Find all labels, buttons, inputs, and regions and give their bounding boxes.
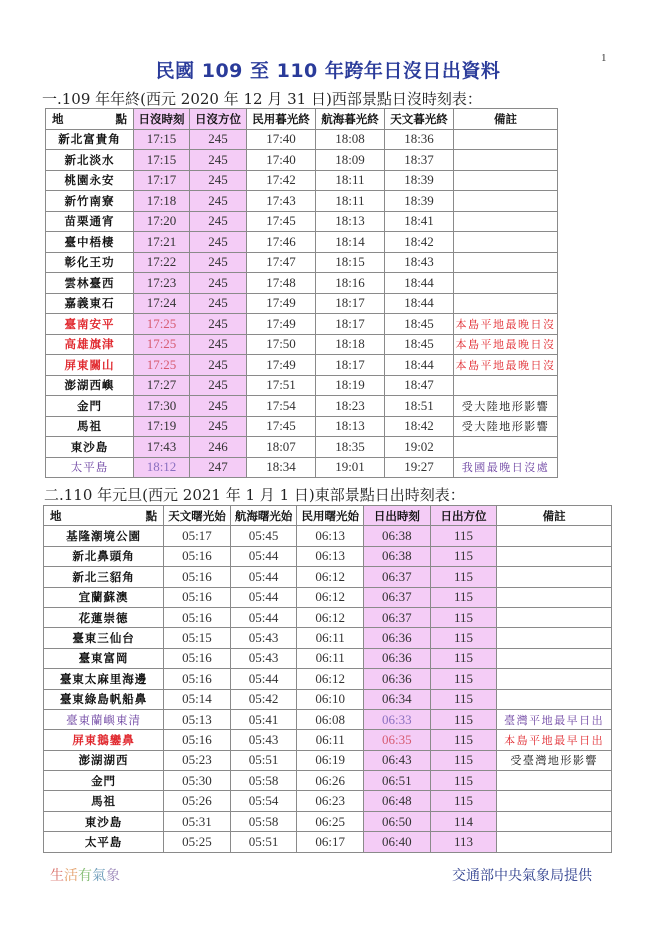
- note-cell: 受大陸地形影響: [454, 416, 558, 437]
- nautical-dawn-cell: 05:44: [230, 587, 297, 607]
- location-cell: 澎湖西嶼: [46, 375, 134, 396]
- page-title: 民國 109 至 110 年跨年日沒日出資料: [155, 60, 501, 82]
- sunrise-time-cell: 06:33: [364, 709, 431, 729]
- note-cell: 本島平地最晚日沒: [454, 334, 558, 355]
- astro-dusk-cell: 18:45: [385, 314, 454, 335]
- sunset-time-cell: 17:17: [134, 170, 190, 191]
- civil-dusk-cell: 17:54: [247, 396, 316, 417]
- nautical-dusk-cell: 18:09: [316, 150, 385, 171]
- brand-char: 活: [64, 868, 78, 884]
- civil-dusk-cell: 17:47: [247, 252, 316, 273]
- credit-text: 交通部中央氣象局提供: [452, 868, 592, 884]
- astro-dawn-cell: 05:16: [164, 567, 231, 587]
- sunset-azimuth-cell: 245: [190, 416, 247, 437]
- astro-dawn-cell: 05:16: [164, 587, 231, 607]
- note-cell: [497, 607, 612, 627]
- sunset-azimuth-cell: 245: [190, 170, 247, 191]
- header-sunset-azimuth: 日沒方位: [190, 109, 247, 130]
- location-cell: 宜蘭蘇澳: [44, 587, 164, 607]
- nautical-dusk-cell: 18:11: [316, 170, 385, 191]
- nautical-dawn-cell: 05:43: [230, 628, 297, 648]
- sunrise-time-cell: 06:38: [364, 546, 431, 566]
- header-astro-dawn: 天文曙光始: [164, 506, 231, 526]
- astro-dawn-cell: 05:13: [164, 709, 231, 729]
- note-cell: [454, 252, 558, 273]
- sunrise-time-cell: 06:48: [364, 791, 431, 811]
- location-cell: 東沙島: [44, 811, 164, 831]
- astro-dawn-cell: 05:23: [164, 750, 231, 770]
- nautical-dusk-cell: 18:17: [316, 314, 385, 335]
- table-header-row: [44, 506, 612, 526]
- civil-dawn-cell: 06:11: [297, 648, 364, 668]
- location-cell: 澎湖湖西: [44, 750, 164, 770]
- sunset-azimuth-cell: 245: [190, 191, 247, 212]
- sunset-time-cell: 17:27: [134, 375, 190, 396]
- sunrise-azimuth-cell: 115: [430, 750, 497, 770]
- civil-dawn-cell: 06:12: [297, 587, 364, 607]
- nautical-dawn-cell: 05:43: [230, 730, 297, 750]
- header-location: 地 點: [46, 109, 134, 130]
- astro-dusk-cell: 18:43: [385, 252, 454, 273]
- astro-dawn-cell: 05:30: [164, 771, 231, 791]
- civil-dusk-cell: 17:45: [247, 416, 316, 437]
- location-cell: 苗栗通宵: [46, 211, 134, 232]
- civil-dawn-cell: 06:23: [297, 791, 364, 811]
- note-cell: 臺灣平地最早日出: [497, 709, 612, 729]
- table-row: [44, 832, 612, 852]
- nautical-dawn-cell: 05:58: [230, 811, 297, 831]
- location-cell: 彰化王功: [46, 252, 134, 273]
- note-cell: [454, 293, 558, 314]
- location-cell: 臺南安平: [46, 314, 134, 335]
- sunrise-azimuth-cell: 115: [430, 526, 497, 546]
- header-nautical-dawn: 航海曙光始: [230, 506, 297, 526]
- civil-dawn-cell: 06:13: [297, 546, 364, 566]
- note-cell: [497, 546, 612, 566]
- sunset-azimuth-cell: 246: [190, 437, 247, 458]
- table-row: [44, 811, 612, 831]
- astro-dawn-cell: 05:16: [164, 607, 231, 627]
- sunrise-azimuth-cell: 115: [430, 567, 497, 587]
- table-row: [44, 791, 612, 811]
- note-cell: [454, 170, 558, 191]
- note-cell: 我國最晚日沒處: [454, 457, 558, 478]
- sunrise-time-cell: 06:34: [364, 689, 431, 709]
- note-cell: 本島平地最晚日沒: [454, 314, 558, 335]
- nautical-dusk-cell: 18:17: [316, 293, 385, 314]
- nautical-dawn-cell: 05:54: [230, 791, 297, 811]
- sunrise-azimuth-cell: 115: [430, 669, 497, 689]
- location-cell: 臺中梧棲: [46, 232, 134, 253]
- sunset-azimuth-cell: 245: [190, 129, 247, 150]
- astro-dusk-cell: 19:02: [385, 437, 454, 458]
- civil-dusk-cell: 17:42: [247, 170, 316, 191]
- location-cell: 花蓮崇德: [44, 607, 164, 627]
- nautical-dawn-cell: 05:43: [230, 648, 297, 668]
- table-row: [44, 628, 612, 648]
- astro-dusk-cell: 18:37: [385, 150, 454, 171]
- civil-dusk-cell: 17:51: [247, 375, 316, 396]
- civil-dawn-cell: 06:10: [297, 689, 364, 709]
- table-row: [44, 567, 612, 587]
- location-cell: 太平島: [44, 832, 164, 852]
- nautical-dusk-cell: 18:15: [316, 252, 385, 273]
- sunrise-time-cell: 06:35: [364, 730, 431, 750]
- table-row: [44, 648, 612, 668]
- astro-dawn-cell: 05:26: [164, 791, 231, 811]
- brand-char: 象: [106, 868, 120, 884]
- astro-dawn-cell: 05:31: [164, 811, 231, 831]
- nautical-dusk-cell: 19:01: [316, 457, 385, 478]
- table-row: [46, 396, 558, 417]
- table-row: [46, 416, 558, 437]
- location-cell: 嘉義東石: [46, 293, 134, 314]
- header-note: 備註: [497, 506, 612, 526]
- location-cell: 新北淡水: [46, 150, 134, 171]
- civil-dawn-cell: 06:11: [297, 730, 364, 750]
- nautical-dawn-cell: 05:45: [230, 526, 297, 546]
- location-cell: 臺東太麻里海邊: [44, 669, 164, 689]
- table-row: [46, 232, 558, 253]
- astro-dawn-cell: 05:14: [164, 689, 231, 709]
- astro-dusk-cell: 18:51: [385, 396, 454, 417]
- sunset-azimuth-cell: 245: [190, 273, 247, 294]
- note-cell: [497, 628, 612, 648]
- sunset-time-cell: 17:25: [134, 314, 190, 335]
- sunrise-time-cell: 06:36: [364, 648, 431, 668]
- table-row: [44, 771, 612, 791]
- sunset-azimuth-cell: 245: [190, 334, 247, 355]
- sunset-time-cell: 17:25: [134, 334, 190, 355]
- location-cell: 雲林臺西: [46, 273, 134, 294]
- location-cell: 基隆潮境公園: [44, 526, 164, 546]
- sunrise-azimuth-cell: 115: [430, 709, 497, 729]
- note-cell: [454, 211, 558, 232]
- civil-dawn-cell: 06:11: [297, 628, 364, 648]
- nautical-dawn-cell: 05:42: [230, 689, 297, 709]
- table-row: [46, 355, 558, 376]
- note-cell: [497, 791, 612, 811]
- astro-dusk-cell: 18:42: [385, 232, 454, 253]
- location-cell: 馬祖: [46, 416, 134, 437]
- astro-dawn-cell: 05:16: [164, 546, 231, 566]
- table-row: [46, 457, 558, 478]
- note-cell: [497, 771, 612, 791]
- sunrise-azimuth-cell: 115: [430, 689, 497, 709]
- location-cell: 屏東關山: [46, 355, 134, 376]
- header-nautical-dusk: 航海暮光終: [316, 109, 385, 130]
- brand-char: 生: [50, 868, 64, 884]
- civil-dawn-cell: 06:13: [297, 526, 364, 546]
- sunrise-azimuth-cell: 115: [430, 546, 497, 566]
- nautical-dawn-cell: 05:58: [230, 771, 297, 791]
- sunset-table: [45, 108, 558, 478]
- nautical-dusk-cell: 18:17: [316, 355, 385, 376]
- note-cell: [454, 437, 558, 458]
- sunset-azimuth-cell: 245: [190, 232, 247, 253]
- table-row: [44, 709, 612, 729]
- brand-char: 有: [78, 868, 92, 884]
- sunset-azimuth-cell: 245: [190, 293, 247, 314]
- sunrise-time-cell: 06:37: [364, 567, 431, 587]
- location-cell: 太平島: [46, 457, 134, 478]
- sunset-azimuth-cell: 245: [190, 355, 247, 376]
- header-civil-dusk: 民用暮光終: [247, 109, 316, 130]
- civil-dawn-cell: 06:12: [297, 669, 364, 689]
- civil-dusk-cell: 18:07: [247, 437, 316, 458]
- astro-dusk-cell: 18:39: [385, 170, 454, 191]
- civil-dusk-cell: 17:48: [247, 273, 316, 294]
- location-cell: 金門: [46, 396, 134, 417]
- location-cell: 新北鼻頭角: [44, 546, 164, 566]
- note-cell: [454, 232, 558, 253]
- nautical-dawn-cell: 05:44: [230, 567, 297, 587]
- header-astro-dusk: 天文暮光終: [385, 109, 454, 130]
- table-row: [46, 170, 558, 191]
- astro-dusk-cell: 18:41: [385, 211, 454, 232]
- note-cell: [454, 375, 558, 396]
- civil-dusk-cell: 17:40: [247, 150, 316, 171]
- header-location: 地 點: [44, 506, 164, 526]
- note-cell: 本島平地最晚日沒: [454, 355, 558, 376]
- table-row: [46, 334, 558, 355]
- civil-dusk-cell: 17:45: [247, 211, 316, 232]
- astro-dawn-cell: 05:15: [164, 628, 231, 648]
- sunset-azimuth-cell: 245: [190, 252, 247, 273]
- note-cell: 本島平地最早日出: [497, 730, 612, 750]
- nautical-dusk-cell: 18:08: [316, 129, 385, 150]
- sunrise-azimuth-cell: 115: [430, 628, 497, 648]
- brand-char: 氣: [92, 868, 106, 884]
- civil-dawn-cell: 06:26: [297, 771, 364, 791]
- sunrise-table: [43, 505, 612, 853]
- sunset-azimuth-cell: 247: [190, 457, 247, 478]
- table-row: [46, 191, 558, 212]
- sunrise-azimuth-cell: 115: [430, 607, 497, 627]
- astro-dawn-cell: 05:25: [164, 832, 231, 852]
- note-cell: [497, 526, 612, 546]
- astro-dawn-cell: 05:16: [164, 730, 231, 750]
- page-number: 1: [601, 52, 607, 64]
- astro-dusk-cell: 19:27: [385, 457, 454, 478]
- sunset-time-cell: 17:15: [134, 129, 190, 150]
- location-cell: 新北富貴角: [46, 129, 134, 150]
- location-cell: 臺東富岡: [44, 648, 164, 668]
- sunset-azimuth-cell: 245: [190, 396, 247, 417]
- civil-dawn-cell: 06:17: [297, 832, 364, 852]
- nautical-dusk-cell: 18:13: [316, 211, 385, 232]
- sunrise-time-cell: 06:36: [364, 628, 431, 648]
- sunset-time-cell: 17:25: [134, 355, 190, 376]
- location-cell: 桃園永安: [46, 170, 134, 191]
- nautical-dusk-cell: 18:23: [316, 396, 385, 417]
- table-row: [46, 273, 558, 294]
- note-cell: [454, 150, 558, 171]
- location-cell: 馬祖: [44, 791, 164, 811]
- civil-dusk-cell: 18:34: [247, 457, 316, 478]
- brand-logo-text: [50, 865, 120, 885]
- note-cell: [497, 587, 612, 607]
- sunset-time-cell: 17:19: [134, 416, 190, 437]
- sunrise-time-cell: 06:40: [364, 832, 431, 852]
- note-cell: [454, 129, 558, 150]
- section2-heading: 二.110 年元旦(西元 2021 年 1 月 1 日)東部景點日出時刻表：: [44, 486, 465, 504]
- sunrise-azimuth-cell: 114: [430, 811, 497, 831]
- astro-dawn-cell: 05:17: [164, 526, 231, 546]
- sunset-azimuth-cell: 245: [190, 375, 247, 396]
- civil-dusk-cell: 17:43: [247, 191, 316, 212]
- header-sunrise-time: 日出時刻: [364, 506, 431, 526]
- astro-dusk-cell: 18:44: [385, 293, 454, 314]
- table-row: [44, 669, 612, 689]
- sunset-time-cell: 17:43: [134, 437, 190, 458]
- sunrise-azimuth-cell: 115: [430, 648, 497, 668]
- nautical-dawn-cell: 05:41: [230, 709, 297, 729]
- nautical-dusk-cell: 18:35: [316, 437, 385, 458]
- note-cell: 受大陸地形影響: [454, 396, 558, 417]
- table-row: [46, 150, 558, 171]
- sunrise-time-cell: 06:43: [364, 750, 431, 770]
- table-row: [46, 129, 558, 150]
- sunset-time-cell: 17:18: [134, 191, 190, 212]
- table-row: [46, 314, 558, 335]
- table-row: [44, 546, 612, 566]
- civil-dawn-cell: 06:08: [297, 709, 364, 729]
- table-row: [44, 526, 612, 546]
- section1-heading: 一.109 年年終(西元 2020 年 12 月 31 日)西部景點日沒時刻表：: [42, 90, 482, 108]
- sunset-time-cell: 17:30: [134, 396, 190, 417]
- nautical-dawn-cell: 05:44: [230, 669, 297, 689]
- civil-dawn-cell: 06:12: [297, 567, 364, 587]
- note-cell: [497, 832, 612, 852]
- astro-dusk-cell: 18:44: [385, 273, 454, 294]
- sunrise-time-cell: 06:37: [364, 587, 431, 607]
- nautical-dawn-cell: 05:44: [230, 607, 297, 627]
- astro-dusk-cell: 18:36: [385, 129, 454, 150]
- sunset-azimuth-cell: 245: [190, 314, 247, 335]
- table-row: [44, 607, 612, 627]
- nautical-dawn-cell: 05:44: [230, 546, 297, 566]
- note-cell: [454, 273, 558, 294]
- location-cell: 臺東蘭嶼東清: [44, 709, 164, 729]
- civil-dawn-cell: 06:25: [297, 811, 364, 831]
- astro-dusk-cell: 18:45: [385, 334, 454, 355]
- table-row: [44, 730, 612, 750]
- civil-dusk-cell: 17:49: [247, 293, 316, 314]
- header-note: 備註: [454, 109, 558, 130]
- location-cell: 東沙島: [46, 437, 134, 458]
- note-cell: [454, 191, 558, 212]
- table-row: [46, 293, 558, 314]
- location-cell: 新北三貂角: [44, 567, 164, 587]
- nautical-dusk-cell: 18:19: [316, 375, 385, 396]
- civil-dusk-cell: 17:46: [247, 232, 316, 253]
- note-cell: [497, 669, 612, 689]
- sunset-time-cell: 17:22: [134, 252, 190, 273]
- sunset-azimuth-cell: 245: [190, 211, 247, 232]
- table-row: [44, 689, 612, 709]
- table-row: [46, 211, 558, 232]
- location-cell: 高雄旗津: [46, 334, 134, 355]
- sunset-time-cell: 17:20: [134, 211, 190, 232]
- sunset-azimuth-cell: 245: [190, 150, 247, 171]
- sunset-time-cell: 17:23: [134, 273, 190, 294]
- nautical-dawn-cell: 05:51: [230, 832, 297, 852]
- astro-dawn-cell: 05:16: [164, 669, 231, 689]
- astro-dusk-cell: 18:44: [385, 355, 454, 376]
- location-cell: 臺東綠島帆船鼻: [44, 689, 164, 709]
- civil-dusk-cell: 17:40: [247, 129, 316, 150]
- sunrise-time-cell: 06:51: [364, 771, 431, 791]
- location-cell: 新竹南寮: [46, 191, 134, 212]
- civil-dawn-cell: 06:12: [297, 607, 364, 627]
- nautical-dawn-cell: 05:51: [230, 750, 297, 770]
- astro-dawn-cell: 05:16: [164, 648, 231, 668]
- table-row: [44, 587, 612, 607]
- civil-dawn-cell: 06:19: [297, 750, 364, 770]
- table-row: [44, 750, 612, 770]
- header-sunrise-azimuth: 日出方位: [430, 506, 497, 526]
- table-row: [46, 437, 558, 458]
- astro-dusk-cell: 18:39: [385, 191, 454, 212]
- nautical-dusk-cell: 18:11: [316, 191, 385, 212]
- sunset-time-cell: 17:24: [134, 293, 190, 314]
- header-sunset-time: 日沒時刻: [134, 109, 190, 130]
- sunrise-azimuth-cell: 115: [430, 587, 497, 607]
- note-cell: [497, 567, 612, 587]
- note-cell: [497, 648, 612, 668]
- sunrise-azimuth-cell: 115: [430, 771, 497, 791]
- sunrise-time-cell: 06:50: [364, 811, 431, 831]
- note-cell: [497, 689, 612, 709]
- note-cell: 受臺灣地形影響: [497, 750, 612, 770]
- nautical-dusk-cell: 18:18: [316, 334, 385, 355]
- sunrise-azimuth-cell: 115: [430, 791, 497, 811]
- sunrise-azimuth-cell: 115: [430, 730, 497, 750]
- nautical-dusk-cell: 18:13: [316, 416, 385, 437]
- astro-dusk-cell: 18:47: [385, 375, 454, 396]
- table-header-row: [46, 109, 558, 130]
- note-cell: [497, 811, 612, 831]
- sunset-time-cell: 17:15: [134, 150, 190, 171]
- sunrise-azimuth-cell: 113: [430, 832, 497, 852]
- table-row: [46, 375, 558, 396]
- location-cell: 臺東三仙台: [44, 628, 164, 648]
- sunrise-time-cell: 06:37: [364, 607, 431, 627]
- location-cell: 金門: [44, 771, 164, 791]
- table-row: [46, 252, 558, 273]
- civil-dusk-cell: 17:49: [247, 355, 316, 376]
- astro-dusk-cell: 18:42: [385, 416, 454, 437]
- civil-dusk-cell: 17:50: [247, 334, 316, 355]
- location-cell: 屏東鵝鑾鼻: [44, 730, 164, 750]
- nautical-dusk-cell: 18:16: [316, 273, 385, 294]
- sunrise-time-cell: 06:38: [364, 526, 431, 546]
- header-civil-dawn: 民用曙光始: [297, 506, 364, 526]
- nautical-dusk-cell: 18:14: [316, 232, 385, 253]
- sunset-time-cell: 17:21: [134, 232, 190, 253]
- civil-dusk-cell: 17:49: [247, 314, 316, 335]
- sunrise-time-cell: 06:36: [364, 669, 431, 689]
- sunset-time-cell: 18:12: [134, 457, 190, 478]
